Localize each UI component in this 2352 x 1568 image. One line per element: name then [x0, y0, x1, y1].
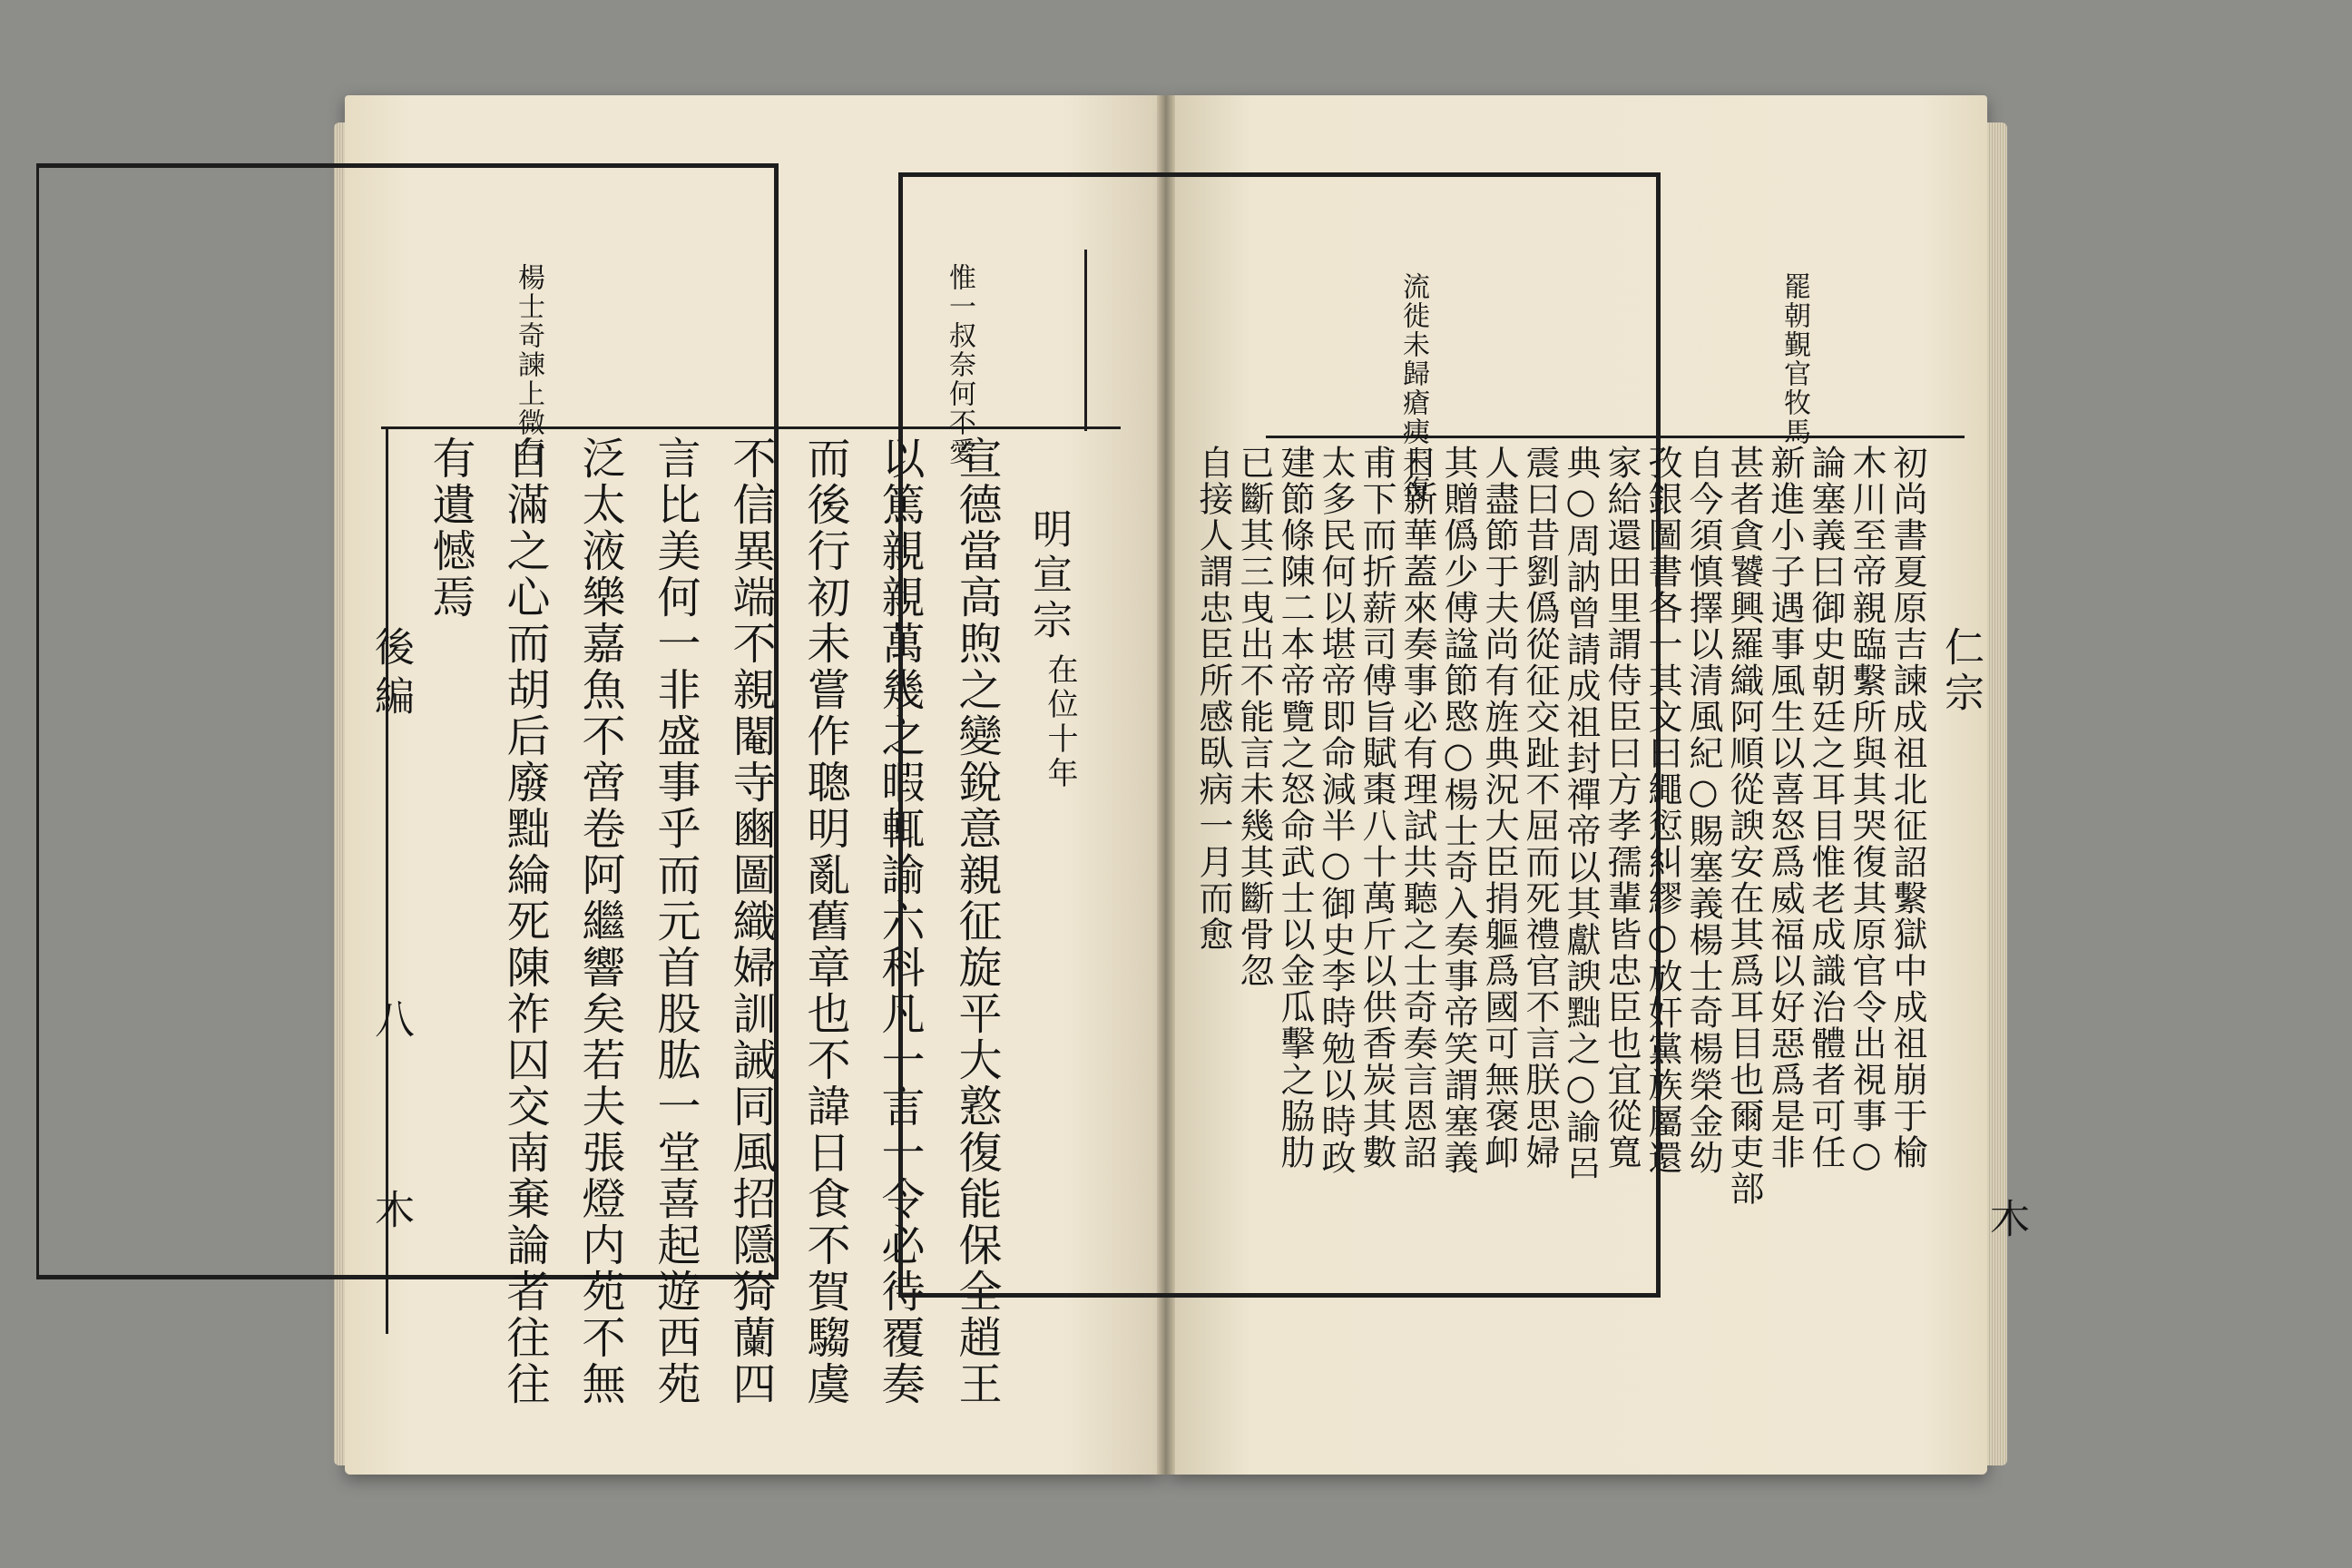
right-col-15: 太多民何以堪帝即命減半○御史李時勉以時政 — [1316, 445, 1356, 1176]
right-col-14: 甫下而折薪司傅旨賦棗八十萬斤以供香炭其數 — [1357, 445, 1396, 1171]
left-col-7: 自滿之心而胡后廢黜綸死陳祚囚交南棄論者往往 — [499, 436, 550, 1407]
right-col-3: 論塞義曰御史朝廷之耳目惟老成識治體者可任 — [1806, 445, 1846, 1171]
left-col-2: 以篤親親萬幾之暇輒諭六科凡一言一令必待覆奏 — [874, 436, 925, 1407]
right-margin-volume: 木 — [1983, 1198, 2029, 1247]
left-col-8: 有遺憾焉 — [425, 436, 475, 621]
right-header-rule — [1266, 436, 1965, 438]
right-col-9: 典○周訥曾請成祖封禪帝以其獻諛黜之○諭呂 — [1561, 445, 1601, 1181]
right-col-10: 震曰昔劉僞從征交趾不屈而死禮官不言朕思婦 — [1520, 445, 1560, 1171]
right-col-2: 木川至帝親臨繫所與其哭復其原官令出視事○ — [1847, 445, 1886, 1176]
left-note-1: 惟一叔奈何不愛 — [944, 263, 975, 466]
left-heading: 明宣宗 — [1025, 508, 1072, 644]
left-reign: 在位十年 — [1042, 653, 1078, 791]
right-col-6: 自今須慎擇以清風紀○賜塞義楊士奇楊榮金幼 — [1683, 445, 1723, 1176]
left-note-2: 楊士奇諫上微行 — [513, 263, 544, 466]
right-col-8: 家給還田里謂侍臣曰方孝孺輩皆忠臣也宜從寬 — [1602, 445, 1642, 1171]
right-heading: 仁宗 — [1937, 626, 1984, 717]
left-col-4: 不信異端不親閹寺豳圖織婦訓誡同風招隱猗蘭四 — [725, 436, 776, 1407]
right-col-4: 新進小子遇事風生以喜怒爲威福以好惡爲是非 — [1765, 445, 1805, 1171]
left-col-6: 泛太液樂嘉魚不啻卷阿繼響矣若夫張燈内苑不無 — [574, 436, 625, 1407]
right-col-5: 甚者貪饕興羅織阿順從諛安在其爲耳目也爾吏部 — [1724, 445, 1764, 1207]
left-margin-bottom: 木 — [368, 1189, 414, 1238]
left-margin-title: 後編 — [368, 626, 414, 724]
right-col-7: 孜銀圖書各一其文曰繩愆糾繆○放奸黨族屬還 — [1642, 445, 1682, 1176]
left-margin-volume: 八 — [368, 998, 414, 1047]
right-col-13: 日新華蓋來奏事必有理試共聽之士奇奏言恩詔 — [1397, 445, 1437, 1171]
left-col-5: 言比美何一非盛事乎而元首股肱一堂喜起遊西苑 — [650, 436, 701, 1407]
right-page-edge — [1987, 122, 2007, 1465]
right-note-2: 流徙未歸瘡痍未復 — [1397, 272, 1429, 505]
right-note-1: 罷朝覲官牧馬 — [1779, 272, 1810, 446]
right-col-11: 人盡節于夫尚有旌典況大臣捐軀爲國可無褒卹 — [1479, 445, 1519, 1171]
left-col-3: 而後行初未嘗作聰明亂舊章也不諱日食不賀騶虞 — [799, 436, 850, 1407]
right-col-17: 已斷其三曳出不能言未幾其斷骨忽 — [1234, 445, 1274, 989]
right-col-16: 建節條陳二本帝覽之怒命武士以金瓜擊之脇肋 — [1275, 445, 1315, 1171]
right-col-1: 初尚書夏原吉諫成祖北征詔繫獄中成祖崩于榆 — [1887, 445, 1927, 1171]
left-col-1: 宣德當高煦之變銳意親征旋平大憝復能保全趙王 — [951, 436, 1002, 1407]
right-col-12: 其贈僞少傅諡節愍○楊士奇入奏事帝笑謂塞義 — [1438, 445, 1478, 1176]
right-col-18: 自接人謂忠臣所感臥病一月而愈 — [1193, 445, 1233, 953]
